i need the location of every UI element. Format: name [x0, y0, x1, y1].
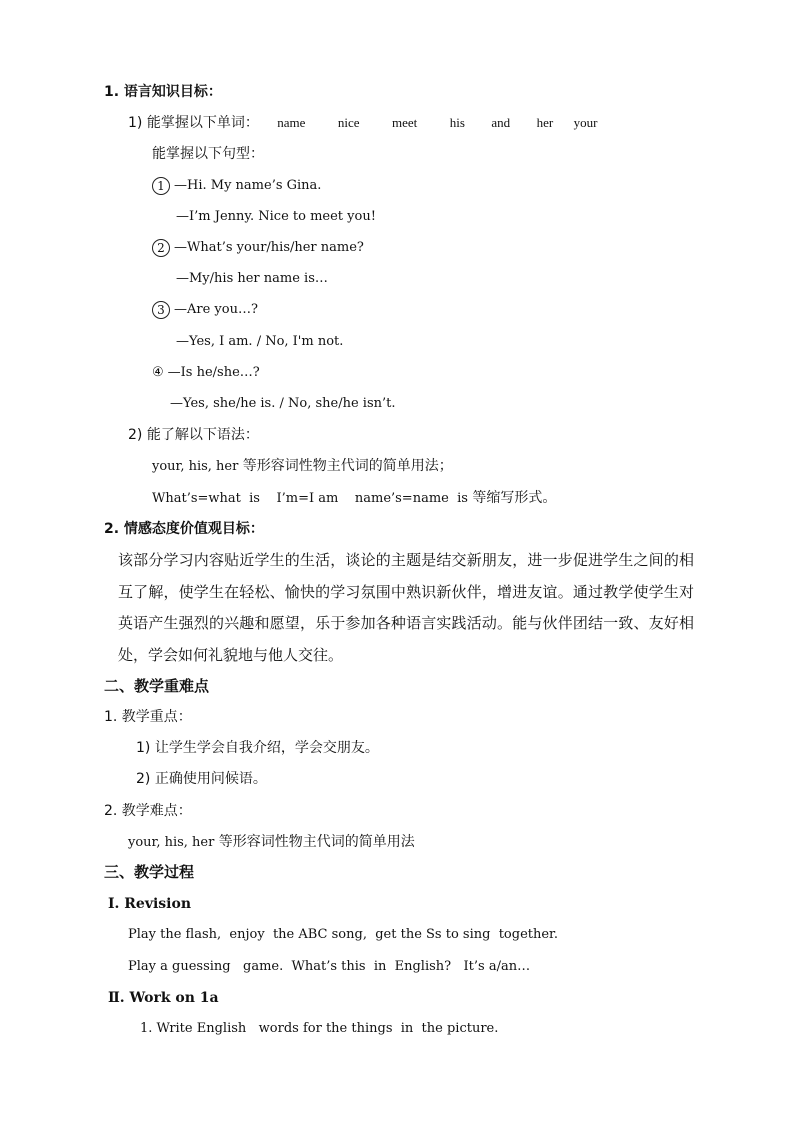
pattern-2-answer: —My/his her name is…	[176, 271, 328, 286]
vocab-word: his	[449, 115, 465, 130]
key-point-item: 1) 让学生学会自我介绍，学会交朋友。	[136, 740, 379, 756]
vocab-word: her	[536, 115, 554, 130]
pattern-4-question: ④ —Is he/she…?	[152, 365, 260, 380]
step-1-line: Play a guessing game. What’s this in English? It’s a/an…	[128, 959, 531, 974]
grammar-line-2: What’s=what is I’m=I am name’s=name is 等缩写形式。	[152, 490, 557, 506]
step-1-line: Play the flash, enjoy the ABC song, get the Ss to sing together.	[128, 927, 558, 942]
section-2-title: 2. 情感态度价值观目标：	[104, 521, 264, 537]
circled-number: 2	[152, 239, 170, 257]
vocab-label: 1) 能掌握以下单词：	[128, 115, 259, 131]
section-2-paragraph: 该部分学习内容贴近学生的生活，谈论的主题是结交新朋友，进一步促进学生之间的相互了解，使学生在轻松、愉快的学习氛围中熟识新伙伴，增进友谊。通过教学使学生对英语产生强烈的兴趣和愿望，乐于参加各种语言实践活动。能与伙伴团结一致、友好相处，学会如何礼貌地与他人交往。	[118, 551, 694, 664]
key-points-label: 1. 教学重点：	[104, 709, 192, 725]
vocab-word: nice	[337, 115, 360, 130]
part-3-title: 三、教学过程	[104, 863, 195, 881]
vocab-word: name	[277, 115, 306, 130]
pattern-4-answer: —Yes, she/he is. / No, she/he isn’t.	[170, 396, 396, 411]
grammar-label: 2) 能了解以下语法：	[128, 427, 259, 443]
patterns-label: 能掌握以下句型：	[152, 146, 264, 162]
vocab-word: meet	[392, 115, 418, 130]
difficult-points-label: 2. 教学难点：	[104, 803, 192, 819]
section-1-title: 1. 语言知识目标：	[104, 84, 222, 100]
step-1-title: Ⅰ. Revision	[108, 896, 192, 912]
vocab-words	[277, 115, 625, 131]
circled-number: 1	[152, 177, 170, 195]
circled-number: 3	[152, 301, 170, 319]
grammar-line-1: your, his, her 等形容词性物主代词的简单用法；	[152, 458, 453, 474]
circled-number-4: ④	[152, 365, 164, 380]
vocab-word: and	[491, 115, 511, 130]
part-2-title: 二、教学重难点	[104, 677, 210, 695]
difficult-point-line: your, his, her 等形容词性物主代词的简单用法	[128, 834, 415, 850]
step-2-line: 1. Write English words for the things in the picture.	[140, 1021, 499, 1036]
pattern-1-question: 1 —Hi. My name’s Gina.	[152, 176, 321, 196]
step-2-title: Ⅱ. Work on 1a	[108, 990, 219, 1006]
pattern-3-answer: —Yes, I am. / No, I'm not.	[176, 334, 344, 349]
pattern-3-question: 3 —Are you…?	[152, 300, 258, 320]
pattern-1-answer: —I’m Jenny. Nice to meet you!	[176, 209, 376, 224]
pattern-2-question: 2 —What’s your/his/her name?	[152, 238, 364, 258]
key-point-item: 2) 正确使用问候语。	[136, 771, 267, 787]
vocab-word: your	[573, 115, 598, 130]
vocab-line	[128, 113, 625, 133]
